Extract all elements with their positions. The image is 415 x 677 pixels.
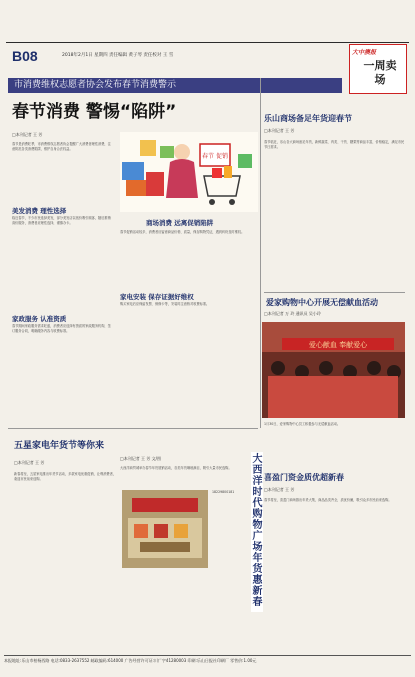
article-intro [12,142,112,198]
market-photo [122,490,208,568]
byline: □本刊记者 王 芳 [264,487,295,492]
photo-caption [264,422,405,452]
article-text: 春节将至，喜盈门商场推出年货大集，商品品类齐全，质优价廉，吸引众多市民前来选购。 [264,498,392,502]
byline: □本刊记者 王 芳 [12,132,43,137]
byline: □本刊记者 王 芳 [264,128,295,133]
logo-section-name: 一周卖场 [363,59,397,86]
subhead-mall: 商场消费 远离促销陷阱 [146,219,214,227]
section-divider [264,292,405,293]
logo-masthead: 大中澳报 [352,49,377,56]
section-text: 春节促销活动较多，消费者应留意商品价格、质量，保存购物凭证，遇到纠纷及时维权。 [120,230,245,234]
article-title: 爱家购物中心开展无偿献血活动 [266,298,378,307]
article-body [264,140,405,288]
article-body [120,302,250,422]
phone-info [212,490,250,640]
section-text: 春节期间家政服务需求旺盛，消费者应选择有资质的家政服务机构，签订服务合同，明确服务内容与收费标准。 [12,324,111,334]
main-headline: 春节消费 警惕“陷阱” [12,102,177,122]
article-title: 乐山商场备足年货迎春节 [264,114,352,123]
article-body [14,472,116,650]
byline: □本刊记者 王 芳 文/图 [120,456,161,461]
article-body [12,324,112,424]
section-text: 临近春节，不少市民选择美发，部分美发店以低价吸引顾客，随后推销高价服务，消费者应理性选择，谨慎办卡。 [12,216,111,226]
column-divider [260,78,261,428]
phone-number: 18229800181 [212,490,235,494]
header-rule [6,42,409,43]
subhead-housekeeping: 家政服务 认准资质 [12,315,67,323]
article-text: 大西洋商贸城举办春节年货展销活动，各类年货琳琅满目，吸引大量市民选购。 [120,466,232,470]
promo-sign-text: 春节 促销 [202,153,228,160]
section-logo [349,44,407,94]
page-meta: 2018年2月1日 星期四 责任编辑 黄子琴 责任校对 王 雪 [62,53,174,58]
byline: □本刊记者 万 玲 通讯员 吴小玲 [264,311,321,316]
article-text: 春节临近，乐山各大商场备足年货，新鲜蔬菜、肉类、干货、糖果等商品丰富，价格稳定，满足市民节日需求。 [264,140,405,150]
vertical-title: 大西洋时代购物广场年货惠新春 [252,454,263,608]
section-text: 购买家电后应保留发票、保修卡等，安装时注意核对收费标准。 [120,302,210,306]
caption-text: 1月30日，爱家购物中心员工积极参与无偿献血活动。 [264,422,341,426]
article-title: 五星家电年货节等你来 [14,441,105,451]
shopping-cartoon [120,132,258,212]
article-text: 新春将至，五星家电推出年货节活动，多款家电优惠促销，让利消费者，欢迎市民前来选购。 [14,472,116,482]
article-body [264,498,405,650]
article-body [120,230,250,288]
intro-text: 春节是消费旺季，市消费维权志愿者协会提醒广大消费者理性消费，注意防范各类消费陷阱，维护自身合法权益。 [12,142,111,152]
kicker-banner: 市消费维权志愿者协会发布春节消费警示 [8,78,342,93]
article-body [12,216,112,308]
article-title: 喜盈门资金质优超新春 [264,473,344,482]
page-number: B08 [12,48,38,64]
byline: □本刊记者 王 芳 [14,460,45,465]
photo-banner-text: 爱心献血 奉献爱心 [308,341,368,349]
article-body [120,466,248,488]
section-divider [8,428,258,429]
stall-photo [122,490,208,568]
crowd-photo [262,322,405,418]
footer-info: 本报地址:乐山市柏杨西路 电话:0833-2637552 邮政编码:614000 广告经营许可证:川广字41280003 印刷:乐山日报社印刷厂 零售价:1.00元 [4,655,411,666]
subhead-appliance: 家电安装 保存证据好维权 [120,293,194,301]
blood-donation-photo [262,322,405,418]
subhead-hairdressing: 美发消费 理性选择 [12,207,67,215]
cartoon-illustration [120,132,258,212]
